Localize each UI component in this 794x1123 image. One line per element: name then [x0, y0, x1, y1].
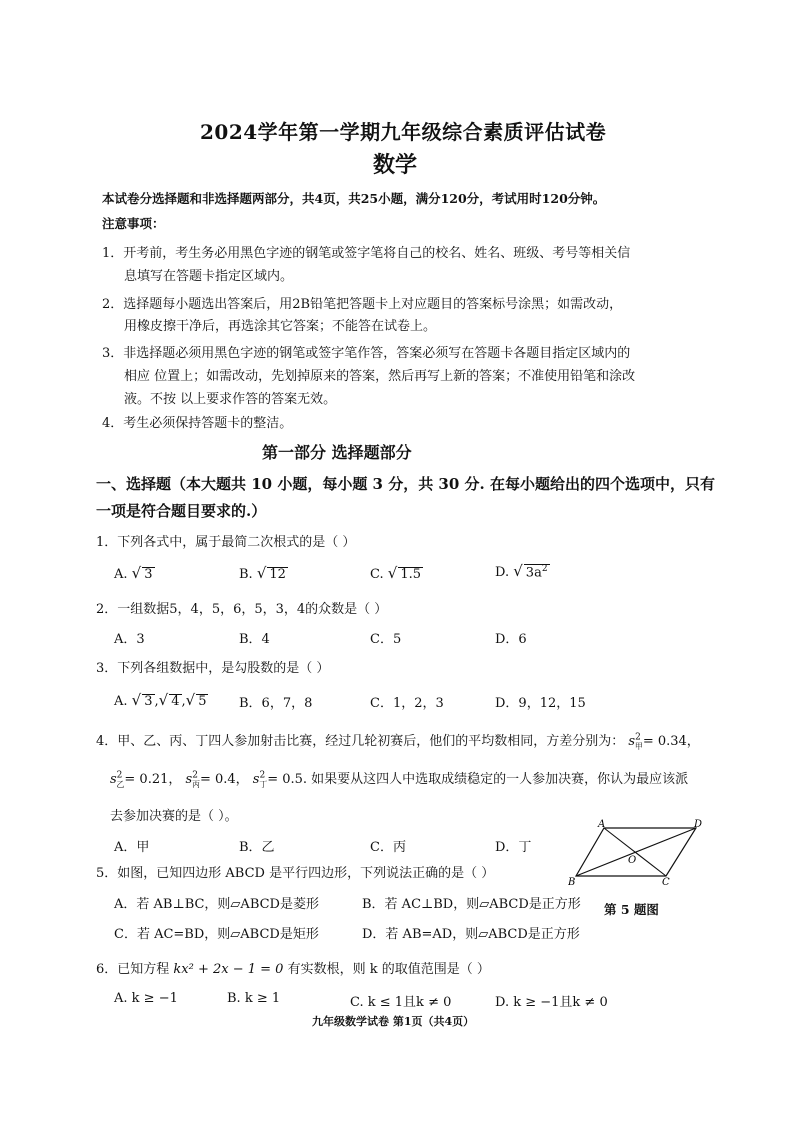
notes-heading: 注意事项：	[102, 216, 165, 231]
intro-text: 本试卷分选择题和非选择题两部分，共4页，共25小题，满分120分，考试用时120分钟。	[102, 191, 606, 206]
label-o: O	[628, 855, 637, 866]
q1-option-a: A. √ 3	[114, 564, 153, 582]
q1-a-letter: A.	[114, 567, 128, 582]
q1-d-letter: D.	[495, 565, 510, 580]
q3-option-d: D．9，12，15	[495, 696, 586, 711]
q1-a-radicand: 3	[144, 567, 153, 582]
q1-b-radicand: 12	[269, 567, 286, 582]
q5-option-a: A．若 AB⊥BC，则▱ABCD是菱形	[114, 897, 319, 912]
exam-title: 2024学年第一学期九年级综合素质评估试卷	[200, 120, 607, 144]
note-2b: 用橡皮擦干净后，再选涂其它答案；不能答在试卷上。	[124, 319, 437, 334]
subject-title: 数学	[373, 152, 418, 178]
page-footer: 九年级数学试卷 第1页（共4页）	[312, 1015, 475, 1028]
q6-option-b: B. k ≥ 1	[227, 991, 281, 1006]
label-b: B	[568, 877, 576, 888]
q3-option-a: A. √ 3 ,√ 4 ,√ 5	[114, 691, 207, 709]
label-a: A	[598, 819, 606, 830]
note-3b: 相应 位置上；如需改动，先划掉原来的答案，然后再写上新的答案；不准使用铅笔和涂改	[124, 369, 636, 384]
section-heading-line2: 一项是符合题目要求的.）	[96, 502, 267, 520]
q1-option-c: C. √ 1.5	[370, 564, 422, 582]
note-4: 4．考生必须保持答题卡的整洁。	[102, 416, 293, 431]
q4-option-c: C．丙	[370, 840, 406, 855]
q2-stem: 2．一组数据5，4，5，6，5，3，4的众数是（ ）	[96, 602, 388, 617]
part-heading: 第一部分 选择题部分	[262, 443, 412, 462]
note-1a: 1．开考前，考生务必用黑色字迹的钢笔或签字笔将自己的校名、姓名、班级、考号等相关信	[102, 246, 631, 261]
q2-option-b: B．4	[239, 632, 270, 647]
q1-c-letter: C.	[370, 567, 384, 582]
q1-stem: 1．下列各式中，属于最简二次根式的是（ ）	[96, 535, 356, 550]
q1-option-d: D. √ $3a^2$	[495, 562, 548, 580]
q2-option-c: C．5	[370, 632, 402, 647]
note-2a: 2．选择题每小题选出答案后，用2B铅笔把答题卡上对应题目的答案标号涂黑；如需改动，	[102, 297, 623, 312]
q5-option-c: C．若 AC=BD，则▱ABCD是矩形	[114, 927, 319, 942]
q6-option-d: D. k ≥ −1且k ≠ 0	[495, 995, 608, 1010]
q4-option-d: D．丁	[495, 840, 532, 855]
q2-option-a: A．3	[114, 632, 145, 647]
q1-b-letter: B.	[239, 567, 253, 582]
note-3a: 3．非选择题必须用黑色字迹的钢笔或签字笔作答，答案必须写在答题卡各题目指定区域内的	[102, 346, 631, 361]
q5-stem: 5．如图，已知四边形 ABCD 是平行四边形，下列说法正确的是（ ）	[96, 866, 495, 881]
q1-d-radicand: $3a^2$	[525, 563, 548, 580]
q1-c-radicand: 1.5	[400, 567, 422, 582]
q3-option-b: B．6，7，8	[239, 696, 313, 711]
q6-stem: 6．已知方程 kx² + 2x − 1 = 0 有实数根，则 k 的取值范围是（ ）	[96, 962, 490, 977]
q6-option-a: A. k ≥ −1	[114, 991, 178, 1006]
q3-stem: 3．下列各组数据中，是勾股数的是（ ）	[96, 661, 330, 676]
q5-figure-caption: 第 5 题图	[604, 902, 659, 917]
q5-option-d: D．若 AB=AD，则▱ABCD是正方形	[362, 927, 580, 942]
q4-option-b: B．乙	[239, 840, 275, 855]
q5-option-b: B．若 AC⊥BD，则▱ABCD是正方形	[362, 897, 581, 912]
diagonal-bd	[576, 828, 696, 876]
q3-option-c: C．1，2，3	[370, 696, 444, 711]
parallelogram-figure	[568, 818, 708, 890]
label-c: C	[662, 877, 670, 888]
section-heading-line1: 一、选择题（本大题共 10 小题，每小题 3 分，共 30 分. 在每小题给出的四个选项中，只有	[96, 475, 715, 493]
label-d: D	[694, 819, 703, 830]
q4-line3: 去参加决赛的是（ ）。	[110, 809, 238, 824]
note-1b: 息填写在答题卡指定区域内。	[124, 269, 294, 284]
q4-line1: 4．甲、乙、丙、丁四人参加射击比赛，经过几轮初赛后，他们的平均数相同，方差分别为： $s^2_甲= 0.34$，	[96, 732, 700, 751]
q4-line2: $s^2_乙= 0.21$， $s^2_丙= 0.4$， $s^2_丁= 0.5$. 如果要从这四人中选取成绩稳定的一人参加决赛，你认为最应该派	[110, 770, 689, 789]
note-3c: 液。不按 以上要求作答的答案无效。	[124, 392, 337, 407]
q2-option-d: D．6	[495, 632, 527, 647]
q3-a-letter: A.	[114, 694, 128, 709]
q6-equation: kx² + 2x − 1 = 0	[173, 962, 284, 977]
q6-option-c: C. k ≤ 1且k ≠ 0	[350, 995, 452, 1010]
q1-option-b: B. √ 12	[239, 564, 286, 582]
q4-option-a: A．甲	[114, 840, 150, 855]
